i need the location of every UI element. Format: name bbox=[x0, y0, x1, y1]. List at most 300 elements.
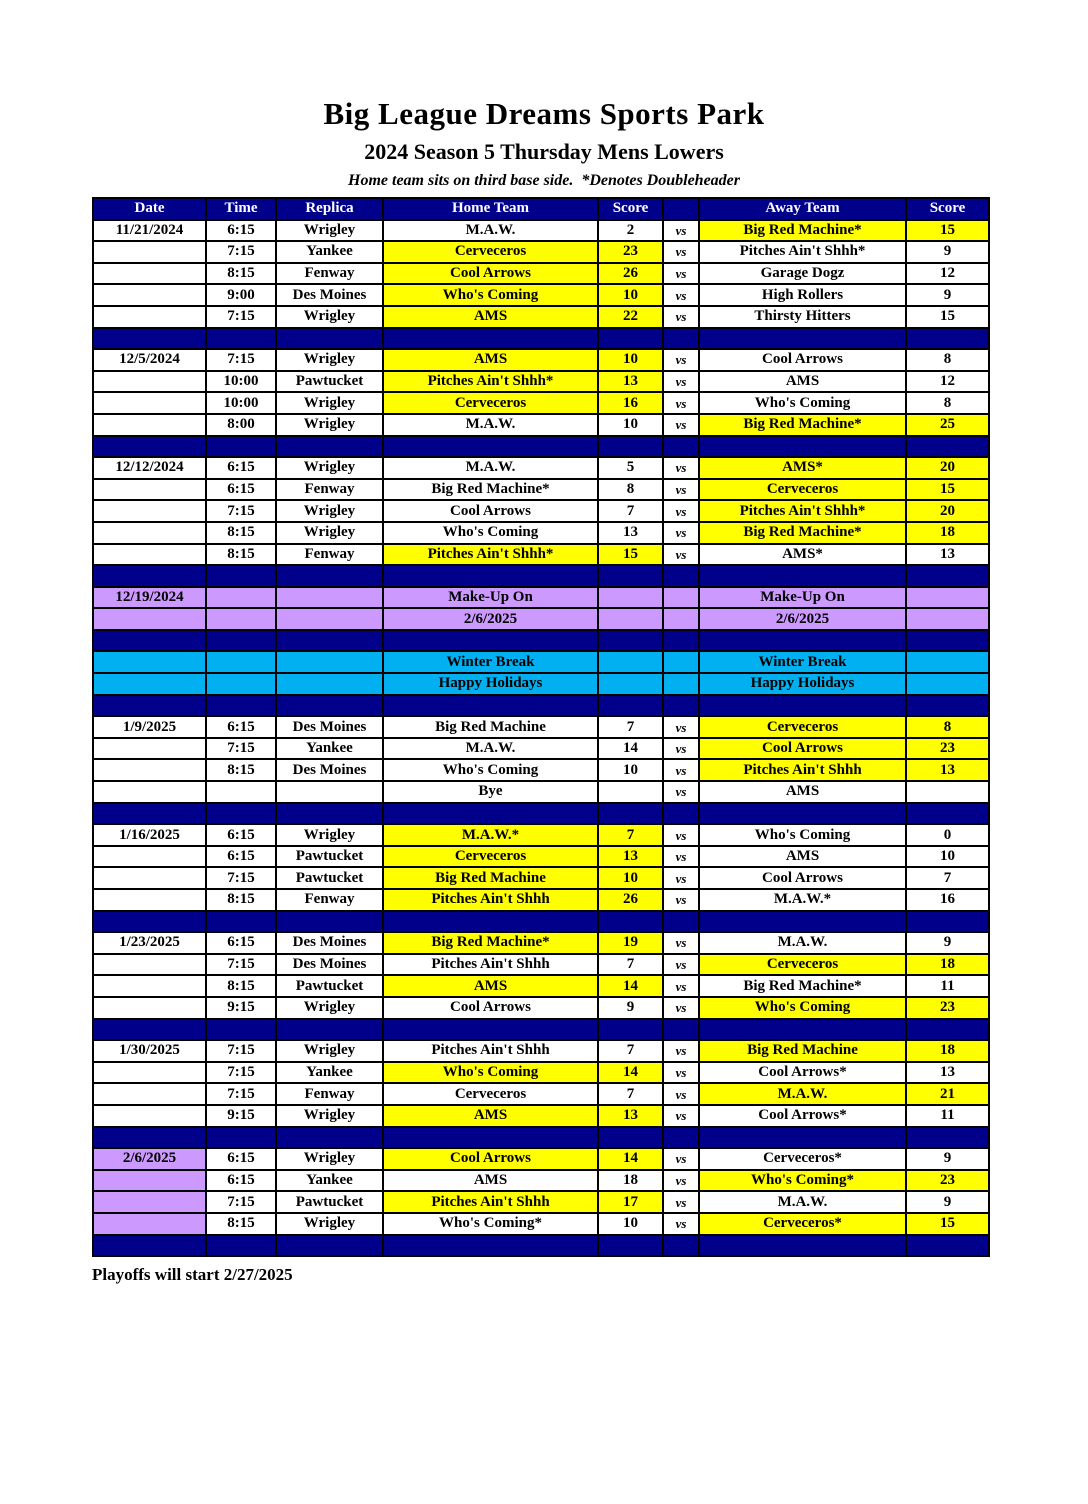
away-team-cell bbox=[699, 1019, 906, 1041]
away-score-cell: 16 bbox=[906, 889, 989, 911]
time-cell: 7:15 bbox=[206, 867, 276, 889]
replica-cell bbox=[276, 587, 383, 609]
date-cell bbox=[93, 781, 206, 803]
time-cell bbox=[206, 651, 276, 673]
time-cell: 8:00 bbox=[206, 414, 276, 436]
away-team-cell: Who's Coming bbox=[699, 824, 906, 846]
separator-row bbox=[93, 630, 989, 652]
vs-cell bbox=[663, 1235, 699, 1257]
game-row bbox=[93, 954, 989, 976]
game-row bbox=[93, 349, 989, 371]
home-score-cell bbox=[598, 1127, 663, 1149]
page-note: Home team sits on third base side. *Denotes Doubleheader bbox=[348, 172, 740, 189]
replica-cell bbox=[276, 1019, 383, 1041]
game-row bbox=[93, 1191, 989, 1213]
away-team-cell bbox=[699, 436, 906, 458]
away-score-cell bbox=[906, 803, 989, 825]
away-score-cell: 11 bbox=[906, 975, 989, 997]
replica-cell bbox=[276, 436, 383, 458]
away-team-cell: Make-Up On bbox=[699, 587, 906, 609]
away-team-cell: Big Red Machine* bbox=[699, 522, 906, 544]
away-team-cell: Big Red Machine* bbox=[699, 220, 906, 242]
header-row bbox=[93, 198, 989, 220]
game-row bbox=[93, 781, 989, 803]
home-score-cell bbox=[598, 630, 663, 652]
home-score-cell: 5 bbox=[598, 457, 663, 479]
separator-row bbox=[93, 328, 989, 350]
replica-cell: Des Moines bbox=[276, 716, 383, 738]
home-score-cell: 10 bbox=[598, 414, 663, 436]
date-cell bbox=[93, 436, 206, 458]
home-score-cell: 7 bbox=[598, 500, 663, 522]
replica-cell: Yankee bbox=[276, 241, 383, 263]
home-team-cell: Cool Arrows bbox=[383, 263, 598, 285]
schedule-table bbox=[92, 197, 990, 1257]
date-cell bbox=[93, 738, 206, 760]
date-cell bbox=[93, 759, 206, 781]
away-team-cell: Cool Arrows* bbox=[699, 1105, 906, 1127]
home-team-cell: Cerveceros bbox=[383, 241, 598, 263]
home-team-cell bbox=[383, 1235, 598, 1257]
game-row bbox=[93, 479, 989, 501]
time-cell: 8:15 bbox=[206, 263, 276, 285]
vs-cell: vs bbox=[663, 306, 699, 328]
date-cell bbox=[93, 695, 206, 717]
home-score-cell: 10 bbox=[598, 349, 663, 371]
home-score-cell bbox=[598, 695, 663, 717]
date-cell bbox=[93, 1062, 206, 1084]
vs-cell: vs bbox=[663, 1148, 699, 1170]
away-team-cell: High Rollers bbox=[699, 284, 906, 306]
header-replica: Replica bbox=[276, 198, 383, 220]
home-team-cell bbox=[383, 1127, 598, 1149]
away-score-cell: 9 bbox=[906, 1148, 989, 1170]
replica-cell: Pawtucket bbox=[276, 867, 383, 889]
home-team-cell: Winter Break bbox=[383, 651, 598, 673]
date-cell bbox=[93, 392, 206, 414]
away-team-cell: Pitches Ain't Shhh* bbox=[699, 241, 906, 263]
away-team-cell: Big Red Machine* bbox=[699, 414, 906, 436]
vs-cell: vs bbox=[663, 759, 699, 781]
replica-cell: Pawtucket bbox=[276, 975, 383, 997]
vs-cell: vs bbox=[663, 392, 699, 414]
replica-cell: Fenway bbox=[276, 544, 383, 566]
home-team-cell: Who's Coming* bbox=[383, 1213, 598, 1235]
away-score-cell: 18 bbox=[906, 522, 989, 544]
away-score-cell: 23 bbox=[906, 738, 989, 760]
away-team-cell: M.A.W. bbox=[699, 1083, 906, 1105]
replica-cell bbox=[276, 565, 383, 587]
away-score-cell: 13 bbox=[906, 759, 989, 781]
home-score-cell: 10 bbox=[598, 759, 663, 781]
away-team-cell: AMS* bbox=[699, 544, 906, 566]
replica-cell: Fenway bbox=[276, 1083, 383, 1105]
home-score-cell bbox=[598, 608, 663, 630]
header-away-score: Score bbox=[906, 198, 989, 220]
time-cell: 8:15 bbox=[206, 544, 276, 566]
game-row bbox=[93, 716, 989, 738]
time-cell: 7:15 bbox=[206, 1191, 276, 1213]
replica-cell: Wrigley bbox=[276, 500, 383, 522]
home-team-cell: 2/6/2025 bbox=[383, 608, 598, 630]
vs-cell bbox=[663, 587, 699, 609]
time-cell: 6:15 bbox=[206, 716, 276, 738]
game-row bbox=[93, 1062, 989, 1084]
away-score-cell bbox=[906, 630, 989, 652]
away-score-cell: 9 bbox=[906, 241, 989, 263]
replica-cell bbox=[276, 781, 383, 803]
replica-cell bbox=[276, 1235, 383, 1257]
date-cell bbox=[93, 1127, 206, 1149]
date-cell: 1/23/2025 bbox=[93, 932, 206, 954]
home-team-cell: Pitches Ain't Shhh bbox=[383, 954, 598, 976]
game-row bbox=[93, 759, 989, 781]
date-cell bbox=[93, 500, 206, 522]
time-cell: 6:15 bbox=[206, 932, 276, 954]
home-team-cell: Who's Coming bbox=[383, 284, 598, 306]
replica-cell: Wrigley bbox=[276, 1148, 383, 1170]
home-team-cell: Cerveceros bbox=[383, 392, 598, 414]
vs-cell bbox=[663, 1019, 699, 1041]
vs-cell bbox=[663, 436, 699, 458]
vs-cell: vs bbox=[663, 1213, 699, 1235]
home-team-cell: Pitches Ain't Shhh bbox=[383, 1191, 598, 1213]
away-score-cell: 11 bbox=[906, 1105, 989, 1127]
time-cell: 7:15 bbox=[206, 1040, 276, 1062]
time-cell bbox=[206, 695, 276, 717]
vs-cell bbox=[663, 1127, 699, 1149]
vs-cell: vs bbox=[663, 1191, 699, 1213]
replica-cell bbox=[276, 328, 383, 350]
replica-cell: Fenway bbox=[276, 263, 383, 285]
time-cell bbox=[206, 1127, 276, 1149]
date-cell bbox=[93, 867, 206, 889]
away-score-cell: 12 bbox=[906, 371, 989, 393]
home-team-cell: Big Red Machine bbox=[383, 716, 598, 738]
game-row bbox=[93, 738, 989, 760]
time-cell: 10:00 bbox=[206, 392, 276, 414]
away-team-cell: 2/6/2025 bbox=[699, 608, 906, 630]
time-cell: 7:15 bbox=[206, 306, 276, 328]
home-score-cell: 26 bbox=[598, 263, 663, 285]
replica-cell: Wrigley bbox=[276, 1040, 383, 1062]
home-score-cell: 14 bbox=[598, 1148, 663, 1170]
date-cell bbox=[93, 1019, 206, 1041]
home-team-cell bbox=[383, 436, 598, 458]
time-cell: 6:15 bbox=[206, 846, 276, 868]
home-score-cell: 13 bbox=[598, 846, 663, 868]
date-cell bbox=[93, 803, 206, 825]
away-score-cell: 21 bbox=[906, 1083, 989, 1105]
away-score-cell: 20 bbox=[906, 500, 989, 522]
date-cell bbox=[93, 846, 206, 868]
home-score-cell bbox=[598, 803, 663, 825]
away-team-cell: Cerveceros bbox=[699, 716, 906, 738]
vs-cell: vs bbox=[663, 1040, 699, 1062]
home-team-cell: M.A.W.* bbox=[383, 824, 598, 846]
away-team-cell bbox=[699, 803, 906, 825]
away-score-cell: 15 bbox=[906, 1213, 989, 1235]
home-score-cell: 18 bbox=[598, 1170, 663, 1192]
home-team-cell: Cerveceros bbox=[383, 1083, 598, 1105]
game-row bbox=[93, 932, 989, 954]
away-score-cell: 13 bbox=[906, 544, 989, 566]
away-score-cell: 23 bbox=[906, 997, 989, 1019]
home-team-cell: Happy Holidays bbox=[383, 673, 598, 695]
replica-cell: Pawtucket bbox=[276, 371, 383, 393]
home-team-cell: AMS bbox=[383, 349, 598, 371]
home-team-cell: AMS bbox=[383, 1105, 598, 1127]
away-score-cell: 13 bbox=[906, 1062, 989, 1084]
away-score-cell: 0 bbox=[906, 824, 989, 846]
playoffs-note: Playoffs will start 2/27/2025 bbox=[92, 1265, 293, 1285]
date-cell bbox=[93, 414, 206, 436]
time-cell: 6:15 bbox=[206, 220, 276, 242]
replica-cell: Wrigley bbox=[276, 1213, 383, 1235]
page-title: Big League Dreams Sports Park bbox=[323, 96, 765, 131]
away-score-cell: 23 bbox=[906, 1170, 989, 1192]
away-team-cell: M.A.W.* bbox=[699, 889, 906, 911]
date-cell: 12/5/2024 bbox=[93, 349, 206, 371]
date-cell bbox=[93, 1191, 206, 1213]
game-row bbox=[93, 846, 989, 868]
home-team-cell: AMS bbox=[383, 975, 598, 997]
game-row bbox=[93, 544, 989, 566]
replica-cell: Wrigley bbox=[276, 522, 383, 544]
home-score-cell: 7 bbox=[598, 824, 663, 846]
vs-cell: vs bbox=[663, 349, 699, 371]
time-cell bbox=[206, 781, 276, 803]
date-cell bbox=[93, 975, 206, 997]
replica-cell: Wrigley bbox=[276, 220, 383, 242]
away-score-cell: 15 bbox=[906, 306, 989, 328]
home-score-cell: 10 bbox=[598, 284, 663, 306]
date-cell bbox=[93, 954, 206, 976]
home-score-cell bbox=[598, 911, 663, 933]
time-cell bbox=[206, 1235, 276, 1257]
away-score-cell bbox=[906, 1235, 989, 1257]
home-score-cell: 10 bbox=[598, 867, 663, 889]
date-cell bbox=[93, 479, 206, 501]
replica-cell bbox=[276, 608, 383, 630]
time-cell: 8:15 bbox=[206, 975, 276, 997]
time-cell: 9:15 bbox=[206, 1105, 276, 1127]
separator-row bbox=[93, 1019, 989, 1041]
time-cell: 8:15 bbox=[206, 522, 276, 544]
date-cell bbox=[93, 1170, 206, 1192]
away-score-cell bbox=[906, 1019, 989, 1041]
vs-cell: vs bbox=[663, 457, 699, 479]
vs-cell: vs bbox=[663, 824, 699, 846]
game-row bbox=[93, 1105, 989, 1127]
away-score-cell: 9 bbox=[906, 932, 989, 954]
vs-cell bbox=[663, 695, 699, 717]
replica-cell: Wrigley bbox=[276, 349, 383, 371]
replica-cell bbox=[276, 651, 383, 673]
date-cell bbox=[93, 997, 206, 1019]
date-cell: 11/21/2024 bbox=[93, 220, 206, 242]
separator-row bbox=[93, 436, 989, 458]
header-home-score: Score bbox=[598, 198, 663, 220]
date-cell bbox=[93, 673, 206, 695]
home-team-cell bbox=[383, 1019, 598, 1041]
vs-cell: vs bbox=[663, 1105, 699, 1127]
home-team-cell: AMS bbox=[383, 1170, 598, 1192]
vs-cell: vs bbox=[663, 781, 699, 803]
vs-cell: vs bbox=[663, 1170, 699, 1192]
home-team-cell: M.A.W. bbox=[383, 738, 598, 760]
vs-cell: vs bbox=[663, 522, 699, 544]
away-team-cell: Who's Coming bbox=[699, 997, 906, 1019]
replica-cell bbox=[276, 911, 383, 933]
time-cell: 9:00 bbox=[206, 284, 276, 306]
game-row bbox=[93, 392, 989, 414]
away-score-cell: 25 bbox=[906, 414, 989, 436]
replica-cell: Fenway bbox=[276, 889, 383, 911]
replica-cell: Fenway bbox=[276, 479, 383, 501]
away-score-cell bbox=[906, 695, 989, 717]
vs-cell: vs bbox=[663, 975, 699, 997]
replica-cell: Wrigley bbox=[276, 1105, 383, 1127]
away-team-cell: Winter Break bbox=[699, 651, 906, 673]
vs-cell: vs bbox=[663, 1083, 699, 1105]
home-team-cell: Make-Up On bbox=[383, 587, 598, 609]
home-score-cell: 7 bbox=[598, 1040, 663, 1062]
date-cell: 1/16/2025 bbox=[93, 824, 206, 846]
home-team-cell bbox=[383, 630, 598, 652]
home-score-cell bbox=[598, 673, 663, 695]
separator-row bbox=[93, 803, 989, 825]
away-score-cell bbox=[906, 781, 989, 803]
time-cell: 7:15 bbox=[206, 349, 276, 371]
away-team-cell: Cerveceros* bbox=[699, 1213, 906, 1235]
time-cell: 10:00 bbox=[206, 371, 276, 393]
vs-cell: vs bbox=[663, 220, 699, 242]
time-cell: 6:15 bbox=[206, 1170, 276, 1192]
away-team-cell bbox=[699, 328, 906, 350]
date-cell bbox=[93, 889, 206, 911]
away-score-cell: 15 bbox=[906, 220, 989, 242]
date-cell bbox=[93, 911, 206, 933]
replica-cell: Yankee bbox=[276, 738, 383, 760]
date-cell bbox=[93, 306, 206, 328]
away-team-cell bbox=[699, 630, 906, 652]
header-vs bbox=[663, 198, 699, 220]
winter-break-row bbox=[93, 673, 989, 695]
game-row bbox=[93, 1213, 989, 1235]
time-cell: 6:15 bbox=[206, 457, 276, 479]
vs-cell: vs bbox=[663, 954, 699, 976]
home-score-cell bbox=[598, 328, 663, 350]
home-team-cell: M.A.W. bbox=[383, 414, 598, 436]
date-cell: 12/12/2024 bbox=[93, 457, 206, 479]
replica-cell: Wrigley bbox=[276, 457, 383, 479]
game-row bbox=[93, 457, 989, 479]
home-score-cell bbox=[598, 565, 663, 587]
away-score-cell: 20 bbox=[906, 457, 989, 479]
date-cell bbox=[93, 241, 206, 263]
date-cell: 1/9/2025 bbox=[93, 716, 206, 738]
away-team-cell: Pitches Ain't Shhh bbox=[699, 759, 906, 781]
time-cell: 7:15 bbox=[206, 954, 276, 976]
home-score-cell: 14 bbox=[598, 738, 663, 760]
replica-cell: Pawtucket bbox=[276, 846, 383, 868]
date-cell: 2/6/2025 bbox=[93, 1148, 206, 1170]
away-team-cell: Garage Dogz bbox=[699, 263, 906, 285]
header-away-team: Away Team bbox=[699, 198, 906, 220]
away-team-cell bbox=[699, 911, 906, 933]
time-cell bbox=[206, 673, 276, 695]
time-cell bbox=[206, 587, 276, 609]
vs-cell: vs bbox=[663, 371, 699, 393]
away-score-cell: 8 bbox=[906, 716, 989, 738]
away-team-cell: Cool Arrows* bbox=[699, 1062, 906, 1084]
vs-cell: vs bbox=[663, 846, 699, 868]
game-row bbox=[93, 1170, 989, 1192]
date-cell bbox=[93, 1105, 206, 1127]
time-cell bbox=[206, 911, 276, 933]
home-score-cell: 23 bbox=[598, 241, 663, 263]
home-score-cell: 26 bbox=[598, 889, 663, 911]
home-score-cell: 22 bbox=[598, 306, 663, 328]
date-cell: 12/19/2024 bbox=[93, 587, 206, 609]
away-team-cell bbox=[699, 565, 906, 587]
vs-cell: vs bbox=[663, 997, 699, 1019]
time-cell: 7:15 bbox=[206, 1083, 276, 1105]
away-team-cell: Big Red Machine* bbox=[699, 975, 906, 997]
date-cell bbox=[93, 544, 206, 566]
replica-cell: Des Moines bbox=[276, 932, 383, 954]
home-score-cell: 7 bbox=[598, 716, 663, 738]
replica-cell: Des Moines bbox=[276, 284, 383, 306]
home-team-cell bbox=[383, 328, 598, 350]
home-team-cell: Big Red Machine bbox=[383, 867, 598, 889]
home-score-cell: 7 bbox=[598, 1083, 663, 1105]
time-cell bbox=[206, 803, 276, 825]
replica-cell: Des Moines bbox=[276, 759, 383, 781]
home-team-cell bbox=[383, 695, 598, 717]
time-cell: 7:15 bbox=[206, 500, 276, 522]
away-score-cell bbox=[906, 673, 989, 695]
home-score-cell: 15 bbox=[598, 544, 663, 566]
game-row bbox=[93, 241, 989, 263]
makeup-row bbox=[93, 587, 989, 609]
vs-cell: vs bbox=[663, 500, 699, 522]
header-home-team: Home Team bbox=[383, 198, 598, 220]
time-cell bbox=[206, 608, 276, 630]
away-team-cell: AMS bbox=[699, 846, 906, 868]
away-score-cell: 18 bbox=[906, 1040, 989, 1062]
game-row bbox=[93, 1083, 989, 1105]
game-row bbox=[93, 889, 989, 911]
date-cell bbox=[93, 263, 206, 285]
away-team-cell bbox=[699, 1127, 906, 1149]
time-cell: 9:15 bbox=[206, 997, 276, 1019]
away-score-cell: 12 bbox=[906, 263, 989, 285]
game-row bbox=[93, 522, 989, 544]
home-team-cell bbox=[383, 911, 598, 933]
home-score-cell: 14 bbox=[598, 975, 663, 997]
home-score-cell: 2 bbox=[598, 220, 663, 242]
home-score-cell: 7 bbox=[598, 954, 663, 976]
date-cell bbox=[93, 371, 206, 393]
header-time: Time bbox=[206, 198, 276, 220]
replica-cell: Des Moines bbox=[276, 954, 383, 976]
home-score-cell bbox=[598, 1235, 663, 1257]
date-cell: 1/30/2025 bbox=[93, 1040, 206, 1062]
separator-row bbox=[93, 565, 989, 587]
game-row bbox=[93, 1148, 989, 1170]
